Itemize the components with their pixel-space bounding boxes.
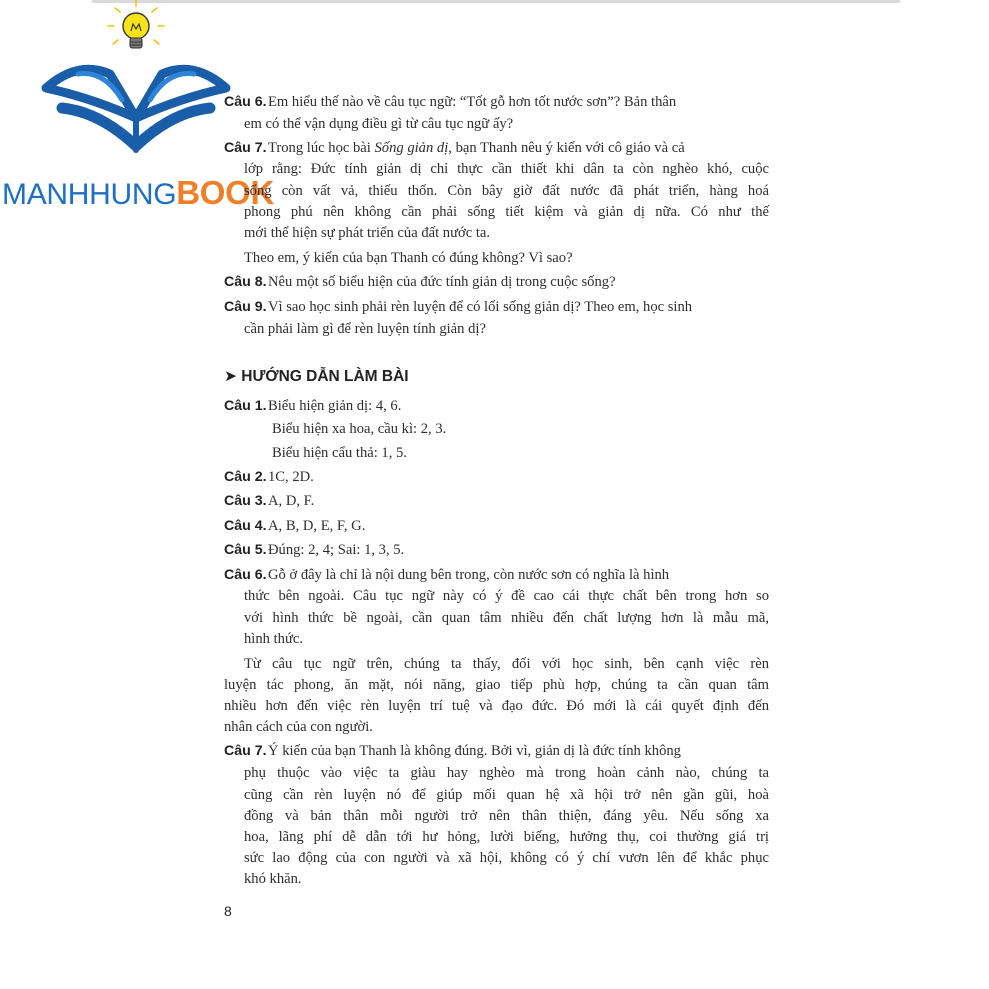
answer-4 <box>224 517 365 535</box>
question-label: Câu 9. <box>224 299 267 315</box>
question-9-line-1 <box>224 298 692 316</box>
answer-text: A, D, F. <box>268 493 315 509</box>
answer-6-para-line-1: Từ câu tục ngữ trên, chúng ta thấy, đối với học sinh, bên cạnh việc rèn <box>244 656 769 672</box>
brand-name-part1: MANHHUNG <box>2 178 177 211</box>
answer-6-line-2: thức bên ngoài. Câu tục ngữ này có ý đề cao cái thực chất bên trong hơn so <box>244 588 769 604</box>
answer-text: 1C, 2D. <box>268 469 314 485</box>
answer-7-line-2: phụ thuộc vào việc ta giàu hay nghèo mà trong hoàn cảnh nào, chúng ta <box>244 765 769 781</box>
question-7-line-3: sống còn vất vả, thiếu thốn. Còn bây giờ đất nước đã phát triển, hàng hoá <box>244 183 769 199</box>
question-8-line-1 <box>224 273 616 291</box>
page-number: 8 <box>224 903 232 919</box>
answer-text: Biểu hiện giản dị: 4, 6. <box>268 398 402 414</box>
question-text: Trong lúc học bài <box>268 140 375 156</box>
answer-6-line-3: với hình thức bề ngoài, cần quan tâm nhiều đến chất lượng hơn là mẫu mã, <box>244 610 769 626</box>
question-7-line-5: mới thể hiện sự phát triển của đất nước ta. <box>244 225 491 241</box>
answer-label: Câu 3. <box>224 493 267 509</box>
question-6-line-1 <box>224 93 676 111</box>
question-6-line-2: em có thể vận dụng điều gì từ câu tục ngữ ấy? <box>244 116 514 132</box>
answer-text: Ý kiến của bạn Thanh là không đúng. Bởi vì, giản dị là đức tính không <box>268 743 681 759</box>
answer-6-line-4: hình thức. <box>244 631 303 647</box>
guide-heading: ➤ HƯỚNG DẪN LÀM BÀI <box>224 368 409 385</box>
answer-text: Gỗ ở đây là chỉ là nội dung bên trong, còn nước sơn có nghĩa là hình <box>268 567 670 583</box>
answer-1-line-3: Biểu hiện cẩu thả: 1, 5. <box>272 445 407 461</box>
question-label: Câu 7. <box>224 140 267 156</box>
answer-label: Câu 7. <box>224 743 267 759</box>
answer-7-line-3: cũng cần rèn luyện nó để giúp mối quan hệ xã hội trở nên gần gũi, hoà <box>244 787 769 803</box>
answer-7-line-6: sức lao động của con người và xã hội, không có ý chí vươn lên để khắc phục <box>244 850 769 866</box>
question-label: Câu 8. <box>224 274 267 290</box>
answer-7-line-5: hoa, lãng phí dễ dẫn tới hư hỏng, lười biếng, hưởng thụ, coi thường giá trị <box>244 829 769 845</box>
question-text: , bạn Thanh nêu ý kiến với cô giáo và cả <box>448 140 685 156</box>
answer-text: Đúng: 2, 4; Sai: 1, 3, 5. <box>268 542 405 558</box>
question-text: Em hiểu thế nào về câu tục ngữ: “Tốt gỗ hơn tốt nước sơn”? Bản thân <box>268 94 677 110</box>
answer-5 <box>224 541 404 559</box>
question-text: Vì sao học sinh phải rèn luyện để có lối sống giản dị? Theo em, học sinh <box>268 299 693 315</box>
brand-name-part2: BOOK <box>176 174 275 211</box>
question-7-line-4: phong phú nên không cần phải sống tiết kiệm và giản dị nữa. Có như thế <box>244 204 769 220</box>
answer-label: Câu 4. <box>224 518 267 534</box>
question-9-line-2: cần phải làm gì để rèn luyện tính giản dị? <box>244 321 486 337</box>
answer-7-line-4: đồng và bản thân mỗi người trở nên thân thiện, đáng yêu. Nếu sống xa <box>244 808 769 824</box>
answer-label: Câu 1. <box>224 398 267 414</box>
question-text: Nêu một số biểu hiện của đức tính giản dị trong cuộc sống? <box>268 274 616 290</box>
answer-6-para-line-3: nhiều hơn đến việc rèn luyện trí tuệ và đạo đức. Đó mới là cái quyết định đến <box>224 698 769 714</box>
answer-6-para-line-2: luyện tác phong, ăn mặt, nói năng, giao tiếp phù hợp, chúng ta cần quan tâm <box>224 677 769 693</box>
answer-7-line-1 <box>224 742 681 760</box>
question-label: Câu 6. <box>224 94 267 110</box>
question-7-line-6: Theo em, ý kiến của bạn Thanh có đúng không? Vì sao? <box>244 250 573 266</box>
answer-7-line-7: khó khăn. <box>244 871 302 887</box>
answer-6-para-line-4: nhân cách của con người. <box>224 719 373 735</box>
answer-1-line-1 <box>224 397 401 415</box>
answer-2 <box>224 468 314 486</box>
question-7-line-1 <box>224 139 685 157</box>
answer-text: A, B, D, E, F, G. <box>268 518 366 534</box>
question-7-line-2: lớp rằng: Đức tính giản dị chỉ thực cần thiết khi dân ta còn nghèo khó, cuộc <box>244 161 769 177</box>
answer-label: Câu 5. <box>224 542 267 558</box>
answer-3 <box>224 492 314 510</box>
answer-label: Câu 6. <box>224 567 267 583</box>
answer-label: Câu 2. <box>224 469 267 485</box>
answer-1-line-2: Biểu hiện xa hoa, cầu kì: 2, 3. <box>272 421 447 437</box>
lesson-title: Sống giản dị <box>374 140 449 156</box>
answer-6-line-1 <box>224 566 669 584</box>
brand-name <box>2 176 274 212</box>
